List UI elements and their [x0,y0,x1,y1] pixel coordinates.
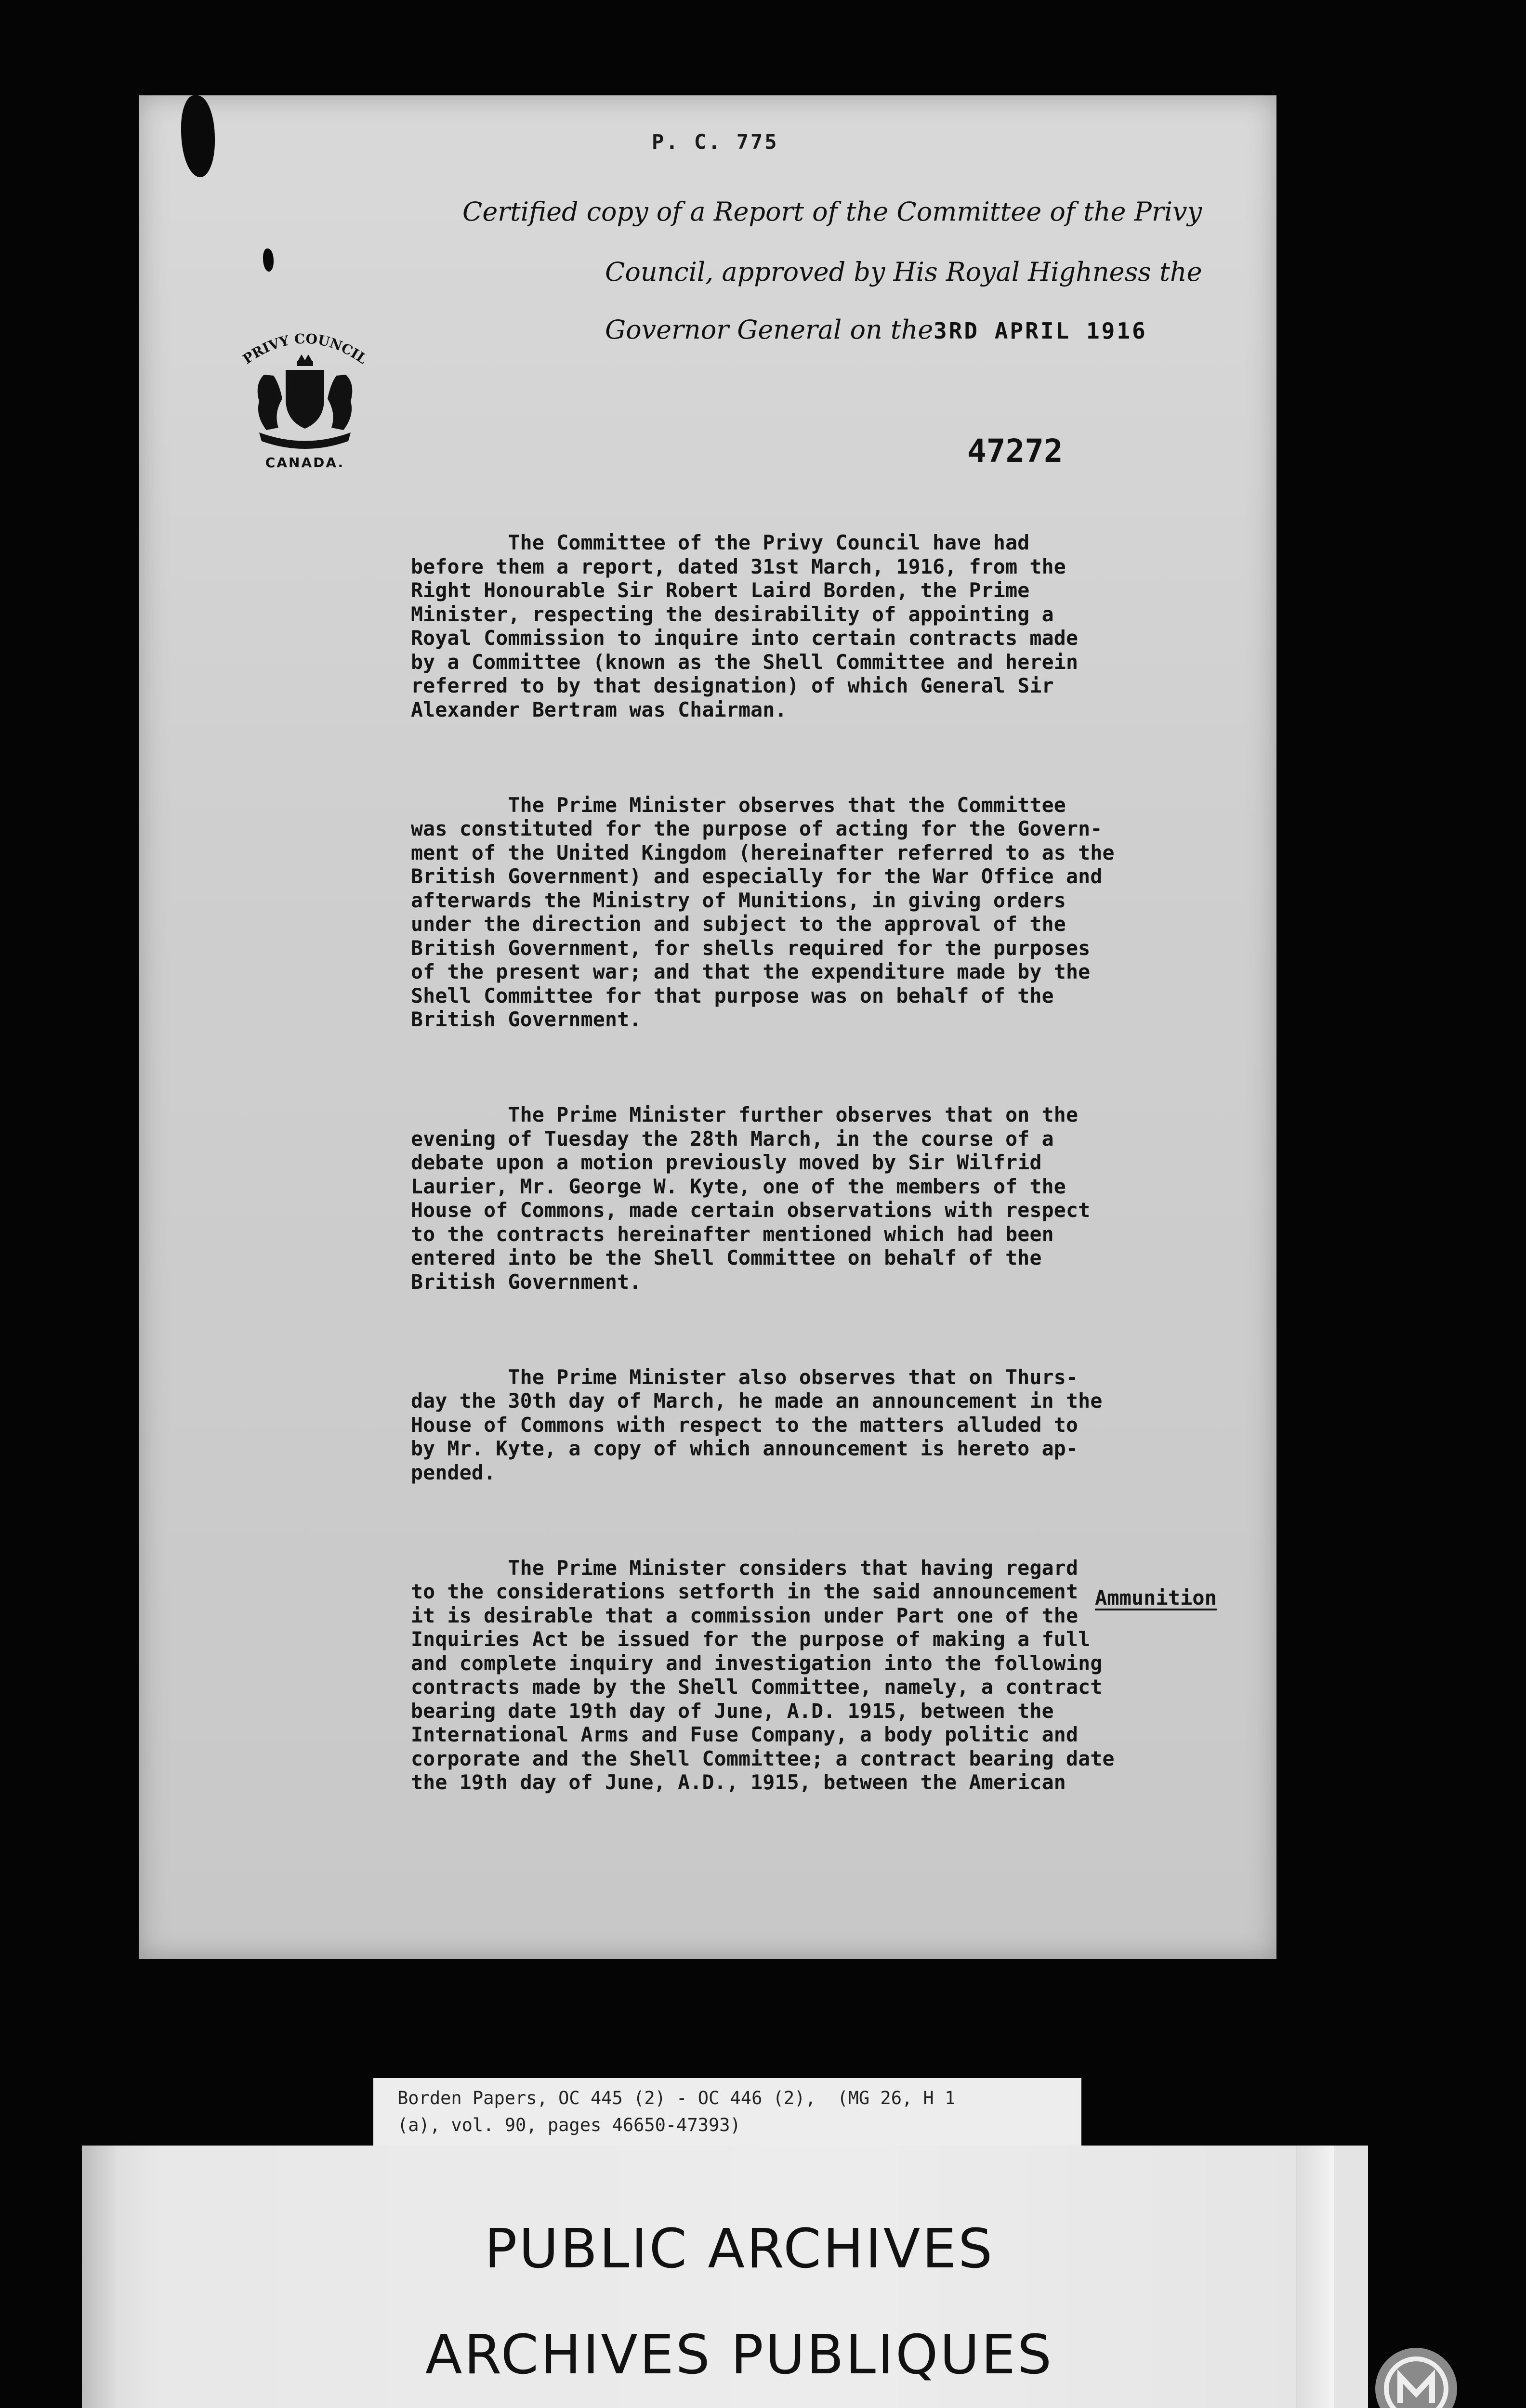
archives-card [82,2146,1368,2408]
seal-canada-text: CANADA. [265,455,345,471]
royal-coat-of-arms-icon [258,354,353,449]
paragraph-1: The Committee of the Privy Council have had before them a report, dated 31st March, 1916, from the Right Honourable Sir Robert Laird Borden, the Prime Minister, respecting the desirability of appointing a Royal Commission to inquire into certain contracts made by a Committee (known as the Shell Committee and herein referred to by that designation) of which General Sir Alexander Bertram was Chairman. [411,531,1079,721]
ink-blot-top [181,95,215,177]
certified-copy-line-1: Certified copy of a Report of the Committee of the Privy [462,196,1202,227]
certified-copy-line-3: Governor General on the [605,314,934,345]
paragraph-2: The Prime Minister observes that the Committee was constituted for the purpose of acting for the Govern- ment of the United Kingdom (hereinafter referred to as the British Government) and especially for the War Office and afterwards the Ministry of Munitions, in giving orders under the direction and subject to the approval of the British Government, for shells required for the purposes of the present war; and that the expenditure made by the Shell Committee for that purpose was on behalf of the British Government. [411,793,1115,1031]
pc-number: P. C. 775 [652,130,779,154]
catchword: Ammunition [1095,1586,1217,1610]
archives-title-french: ARCHIVES PUBLIQUES [425,2324,1054,2386]
approval-date: 3RD APRIL 1916 [934,318,1147,344]
ink-blot-small [263,249,274,272]
privy-council-seal [225,317,384,471]
paragraph-3: The Prime Minister further observes that on the evening of Tuesday the 28th March, in the course of a debate upon a motion previously moved by Sir Wilfrid Laurier, Mr. George W. Kyte, one of the members of the House of Commons, made certain observations with respect to the contracts hereinafter mentioned which had been entered into be the Shell Committee on behalf of the British Government. [411,1103,1091,1294]
seal-arc-text: PRIVY COUNCIL [239,330,370,367]
microfilm-logo-icon [1370,2343,1462,2408]
reference-label: Borden Papers, OC 445 (2) - OC 446 (2), (MG 26, H 1 (a), vol. 90, pages 46650-47393) [373,2078,1081,2148]
document-number: 47272 [967,432,1063,470]
paragraph-4: The Prime Minister also observes that on Thurs- day the 30th day of March, he made an announcement in the House of Commons with respect to the matters alluded to by Mr. Kyte, a copy of which announcement is hereto ap- pended. [411,1365,1103,1484]
certified-copy-line-2: Council, approved by His Royal Highness the [605,257,1202,287]
report-body [411,483,1283,1866]
archives-title-english: PUBLIC ARCHIVES [484,2218,995,2280]
document-page [139,95,1276,1959]
paragraph-5: The Prime Minister considers that having regard to the considerations setforth in the said announcement it is desirable that a commission under Part one of the Inquiries Act be issued for the purpose of making a full and complete inquiry and investigation into the following contracts made by the Shell Committee, namely, a contract bearing date 19th day of June, A.D. 1915, between the International Arms and Fuse Company, a body politic and corporate and the Shell Committee; a contract bearing date the 19th day of June, A.D., 1915, between the American [411,1556,1115,1794]
